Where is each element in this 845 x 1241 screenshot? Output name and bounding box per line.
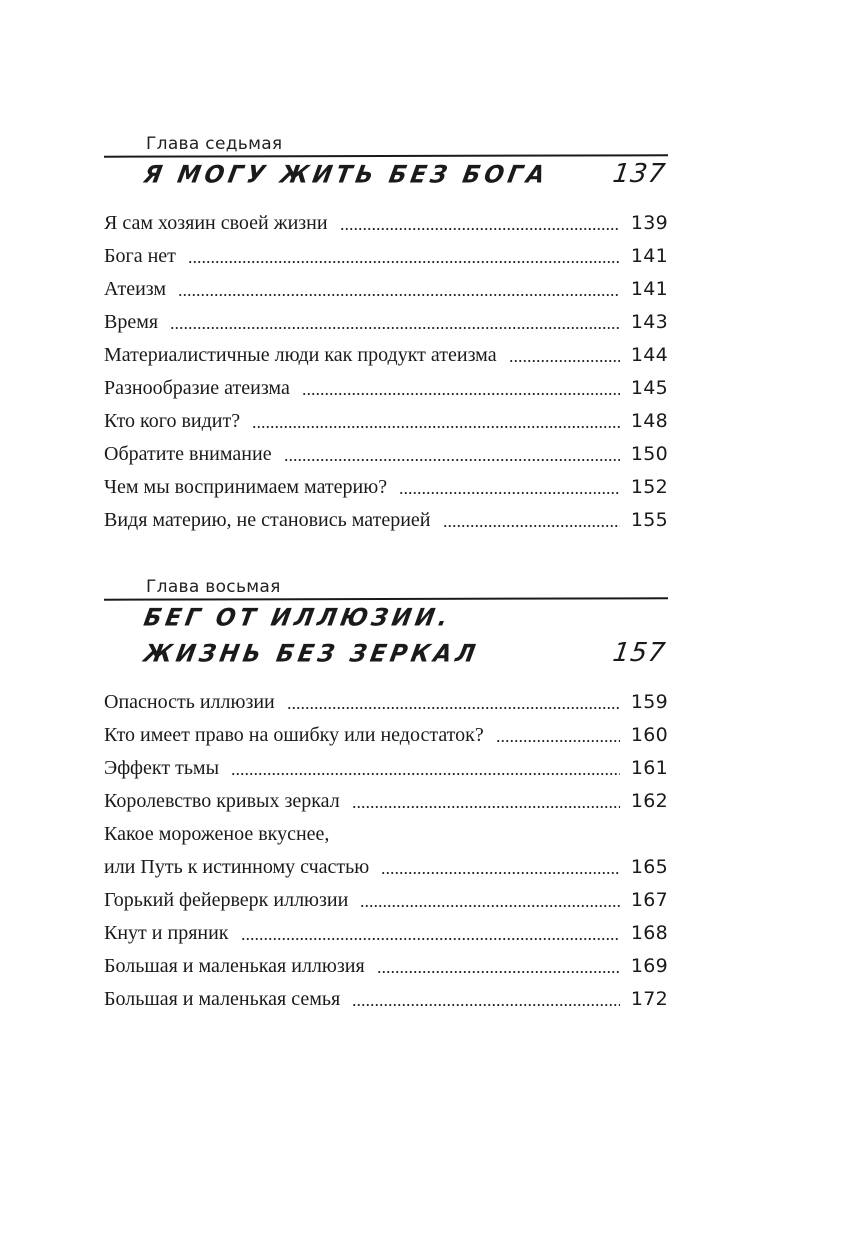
toc-entry-page: 145 bbox=[630, 377, 668, 399]
toc-entry-page: 139 bbox=[630, 212, 668, 234]
toc-entry-page: 167 bbox=[630, 889, 668, 911]
chapter-heading bbox=[104, 600, 668, 672]
dot-leader bbox=[231, 768, 620, 778]
toc-entry-title: Атеизм bbox=[104, 278, 167, 300]
toc-entry-page: 162 bbox=[630, 790, 668, 812]
toc-entry[interactable] bbox=[104, 719, 668, 752]
toc-entry-title: Видя материю, не становись материей bbox=[104, 509, 431, 531]
toc-entry-page: 152 bbox=[630, 476, 668, 498]
toc-entry-title: Опасность иллюзии bbox=[104, 691, 275, 713]
dot-leader bbox=[352, 999, 620, 1009]
dot-leader bbox=[252, 421, 620, 431]
dot-leader bbox=[496, 735, 620, 745]
toc-entry-title: Материалистичные люди как продукт атеизма bbox=[104, 344, 497, 366]
toc-entry-title: Большая и маленькая иллюзия bbox=[104, 955, 365, 977]
toc-entry[interactable] bbox=[104, 950, 668, 983]
chapter-title-line-1: БЕГ ОТ ИЛЛЮЗИИ. bbox=[141, 604, 454, 632]
toc-list bbox=[104, 207, 668, 537]
toc-entry-page: 144 bbox=[630, 344, 668, 366]
dot-leader bbox=[340, 223, 620, 233]
dot-leader bbox=[284, 454, 620, 464]
toc-entry[interactable] bbox=[104, 207, 668, 240]
toc-entry[interactable] bbox=[104, 405, 668, 438]
dot-leader bbox=[509, 355, 620, 365]
dot-leader bbox=[170, 322, 620, 332]
toc-entry-title: Кнут и пряник bbox=[104, 922, 229, 944]
dot-leader bbox=[352, 801, 620, 811]
dot-leader bbox=[178, 289, 620, 299]
dot-leader bbox=[381, 867, 620, 877]
toc-entry-page: 150 bbox=[630, 443, 668, 465]
toc-entry[interactable] bbox=[104, 752, 668, 785]
toc-entry[interactable] bbox=[104, 438, 668, 471]
toc-entry[interactable] bbox=[104, 471, 668, 504]
toc-list bbox=[104, 686, 668, 1016]
toc-entry-page: 161 bbox=[630, 757, 668, 779]
toc-entry-title: Чем мы воспринимаем материю? bbox=[104, 476, 388, 498]
toc-entry-page: 141 bbox=[630, 245, 668, 267]
dot-leader bbox=[443, 520, 620, 530]
dot-leader bbox=[399, 487, 620, 497]
dot-leader bbox=[188, 256, 620, 266]
toc-entry-page: 160 bbox=[630, 724, 668, 746]
dot-leader bbox=[241, 933, 620, 943]
chapter-page-number: 157 bbox=[611, 638, 669, 668]
toc-entry-title: Я сам хозяин своей жизни bbox=[104, 212, 328, 234]
toc-entry-page: 141 bbox=[630, 278, 668, 300]
toc-entry[interactable] bbox=[104, 273, 668, 306]
toc-entry-title: Бога нет bbox=[104, 245, 176, 267]
chapter-heading bbox=[104, 157, 668, 193]
chapter-label: Глава восьмая bbox=[146, 577, 281, 597]
toc-entry-page: 159 bbox=[630, 691, 668, 713]
chapter-seven bbox=[104, 133, 668, 537]
toc-entry-page: 165 bbox=[630, 856, 668, 878]
toc-entry-title: Горький фейерверк иллюзии bbox=[104, 889, 349, 911]
toc-entry[interactable] bbox=[104, 686, 668, 719]
toc-entry-title: Какое мороженое вкуснее, или Путь к истинному счастью bbox=[104, 823, 370, 878]
toc-entry[interactable] bbox=[104, 983, 668, 1016]
toc-entry-page: 168 bbox=[630, 922, 668, 944]
toc-entry-title: Эффект тьмы bbox=[104, 757, 220, 779]
chapter-title-line-2: ЖИЗНЬ БЕЗ ЗЕРКАЛ bbox=[141, 640, 482, 668]
toc-entry-page: 143 bbox=[630, 311, 668, 333]
dot-leader bbox=[360, 900, 620, 910]
chapter-eight bbox=[104, 576, 668, 1016]
toc-entry[interactable] bbox=[104, 785, 668, 818]
toc-entry-title: Обратите внимание bbox=[104, 443, 272, 465]
toc-entry-title: Кто имеет право на ошибку или недостаток? bbox=[104, 724, 484, 746]
chapter-label: Глава седьмая bbox=[146, 134, 283, 154]
chapter-page-number: 137 bbox=[611, 159, 669, 189]
dot-leader bbox=[287, 702, 620, 712]
toc-entry[interactable] bbox=[104, 917, 668, 950]
toc-entry[interactable] bbox=[104, 240, 668, 273]
toc-entry-page: 169 bbox=[630, 955, 668, 977]
toc-entry[interactable] bbox=[104, 818, 668, 884]
toc-entry-title: Большая и маленькая семья bbox=[104, 988, 341, 1010]
toc-entry-title: Разнообразие атеизма bbox=[104, 377, 290, 399]
toc-entry-page: 148 bbox=[630, 410, 668, 432]
toc-entry[interactable] bbox=[104, 504, 668, 537]
toc-entry-title: Королевство кривых зеркал bbox=[104, 790, 340, 812]
chapter-title: Я МОГУ ЖИТЬ БЕЗ БОГА bbox=[141, 161, 551, 189]
toc-entry-title: Кто кого видит? bbox=[104, 410, 241, 432]
toc-entry[interactable] bbox=[104, 306, 668, 339]
dot-leader bbox=[377, 966, 620, 976]
toc-entry-page: 155 bbox=[630, 509, 668, 531]
toc-entry-title: Время bbox=[104, 311, 159, 333]
toc-entry[interactable] bbox=[104, 372, 668, 405]
dot-leader bbox=[302, 388, 620, 398]
toc-entry-page: 172 bbox=[630, 988, 668, 1010]
toc-entry[interactable] bbox=[104, 884, 668, 917]
toc-entry[interactable] bbox=[104, 339, 668, 372]
